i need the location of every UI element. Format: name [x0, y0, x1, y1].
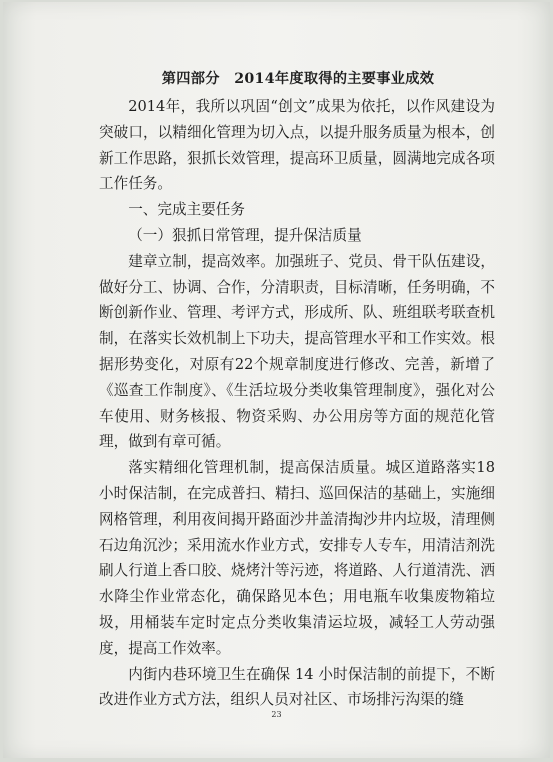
- page-number: 23: [271, 710, 282, 719]
- subsection-heading: （一）狠抓日常管理，提升保洁质量: [128, 226, 362, 244]
- intro-paragraph: 2014年，我所以巩固“创文”成果为依托，以作风建设为突破口，以精细化管理为切入点，以提升服务质量为根本，创新工作思路，狠抓长效管理，提高环卫质量，圆满地完成各项工作任务。: [99, 98, 495, 193]
- body-paragraph-2: 落实精细化管理机制，提高保洁质量。城区道路落实18小时保洁制，在完成普扫、精扫、巡回保洁的基础上，实施细网格管理，利用夜间揭开路面沙井盖清掏沙井内垃圾，清理侧石边角沉沙；采用流水作业方式，安排专人专车，用清洁剂洗刷人行道上香口胶、烧烤汁等污迹，将道路、人行道清洗、洒水降尘作业常态化，确保路见本色；用电瓶车收集废物箱垃圾，用桶装车定时定点分类收集清运垃圾，减轻工人劳动强度，提高工作效率。: [99, 459, 495, 657]
- section-heading: 一、完成主要任务: [128, 201, 245, 219]
- page-body: [99, 68, 495, 713]
- body-paragraph-1: 建章立制，提高效率。加强班子、党员、骨干队伍建设，做好分工、协调、合作，分清职责，目标清晰，任务明确，不断创新作业、管理、考评方式，形成所、队、班组联考联查机制，在落实长效机制上下功夫，提高管理水平和工作实效。根据形势变化，对原有22个规章制度进行修改、完善，新增了《巡查工作制度》、《生活垃圾分类收集管理制度》，强化对公车使用、财务核报、物资采购、办公用房等方面的规范化管理，做到有章可循。: [99, 252, 495, 451]
- section-title: 第四部分 2014年度取得的主要事业成效: [161, 71, 435, 87]
- scanned-page: [3, 2, 550, 758]
- body-paragraph-3: 内街内巷环境卫生在确保 14 小时保洁制的前提下，不断改进作业方式方法，组织人员对社区、市场排污沟渠的缝: [99, 665, 495, 709]
